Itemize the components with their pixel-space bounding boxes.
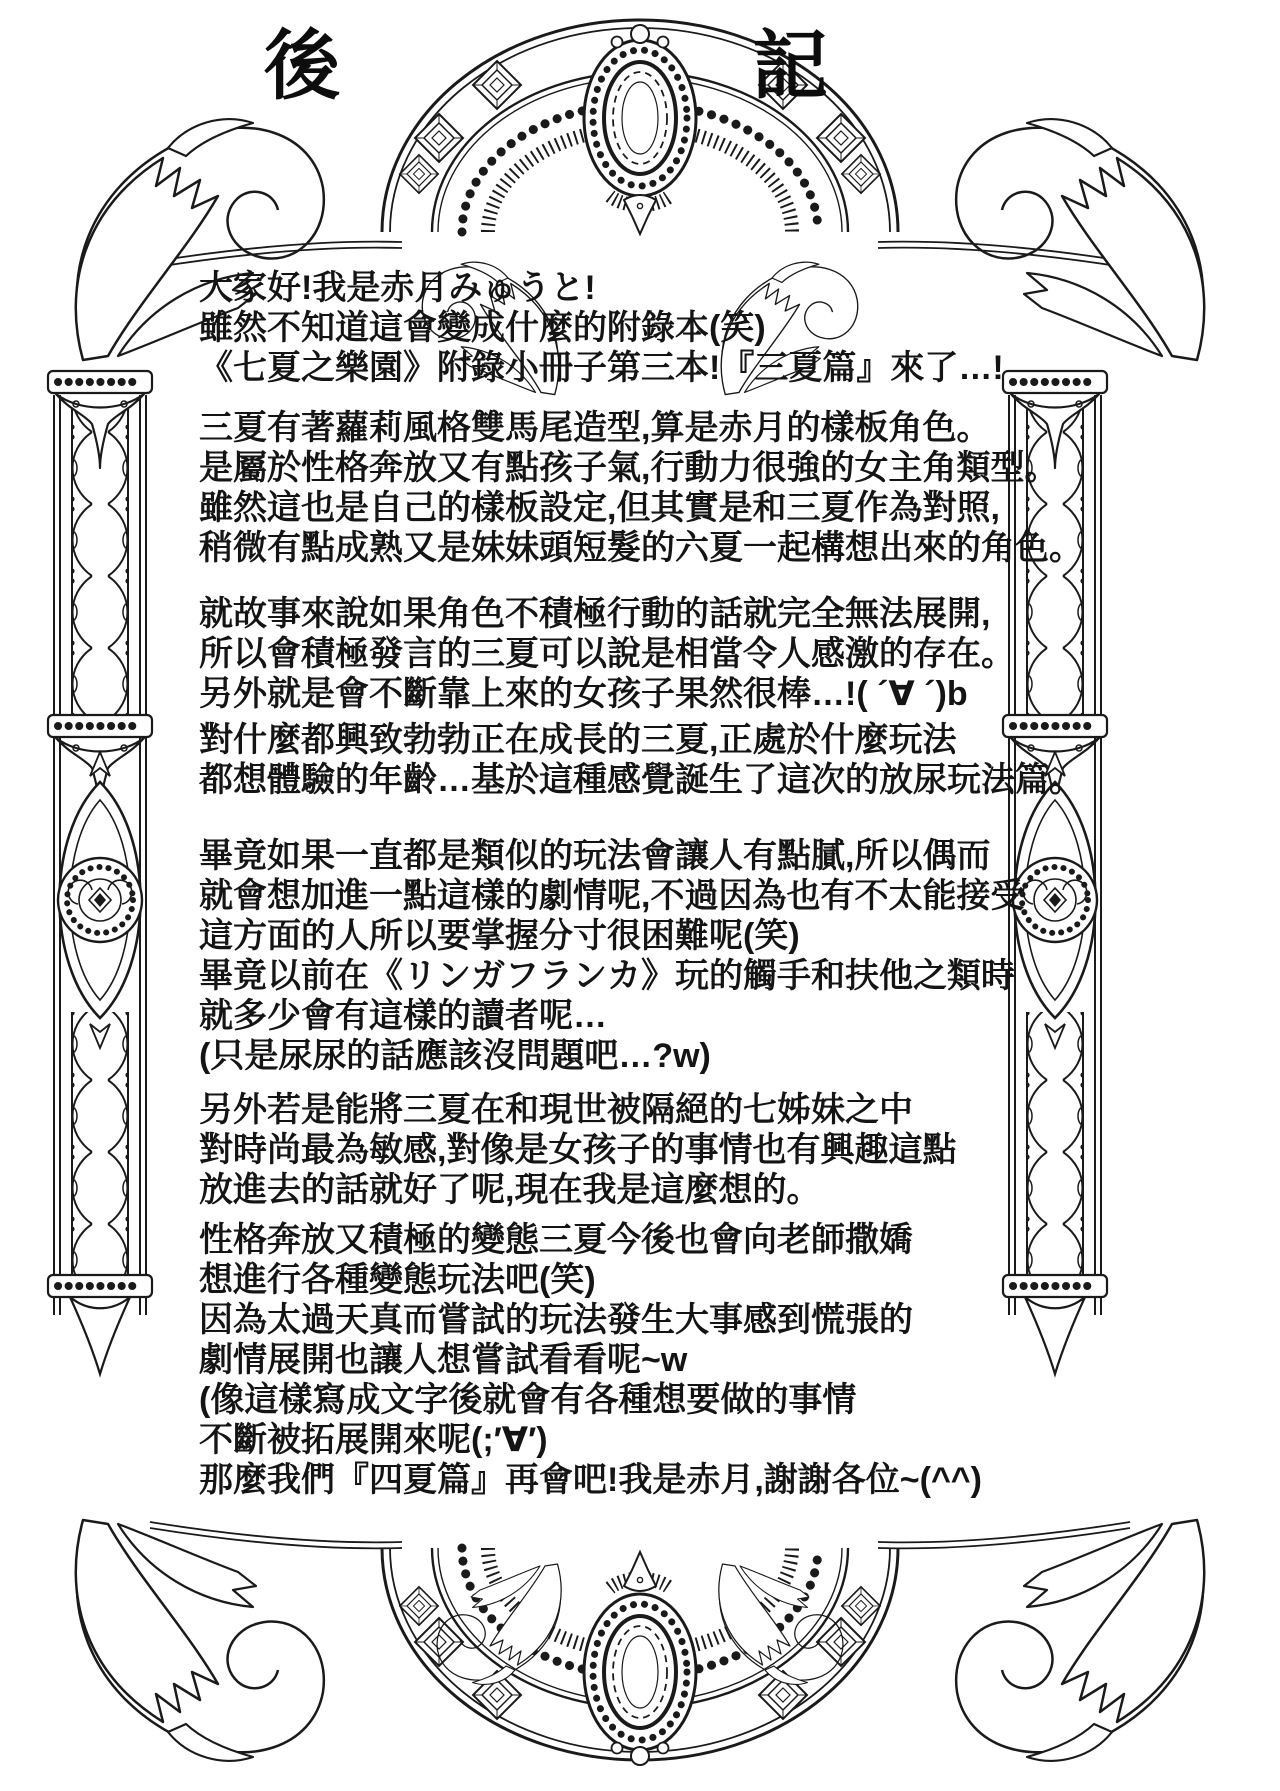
text-line: 因為太過天真而嘗試的玩法發生大事感到慌張的 bbox=[199, 1301, 913, 1339]
paragraph bbox=[199, 594, 1104, 714]
text-line: 放進去的話就好了呢,現在我是這麼想的。 bbox=[199, 1171, 821, 1209]
text-line: 就會想加進一點這樣的劇情呢,不過因為也有不太能接受 bbox=[199, 877, 1025, 915]
paragraph bbox=[199, 836, 1104, 1076]
text-line: 都想體驗的年齡…基於這種感覺誕生了這次的放尿玩法篇。 bbox=[199, 761, 1083, 799]
corner-flourish-bottom-right bbox=[956, 1520, 1204, 1761]
bottom-medallion bbox=[584, 1552, 696, 1765]
text-line: 不斷被拓展開來呢(;′∀′) bbox=[199, 1421, 548, 1459]
afterword-title-left: 後 bbox=[264, 21, 340, 110]
paragraph bbox=[199, 720, 1104, 800]
text-line: 雖然這也是自己的樣板設定,但其實是和三夏作為對照, bbox=[199, 489, 1000, 527]
text-line: 稍微有點成熟又是妹妹頭短髮的六夏一起構想出來的角色。 bbox=[199, 529, 1083, 567]
paragraph bbox=[199, 1220, 1104, 1500]
text-line: 畢竟以前在《リンガフランカ》玩的觸手和扶他之類時 bbox=[199, 957, 1015, 995]
text-line: 另外若是能將三夏在和現世被隔絕的七姊妹之中 bbox=[199, 1091, 913, 1129]
afterword-title-right: 記 bbox=[752, 21, 828, 110]
text-line: 那麼我們『四夏篇』再會吧!我是赤月,謝謝各位~(^^) bbox=[199, 1461, 982, 1499]
afterword-text bbox=[199, 268, 1104, 1500]
text-line: 是屬於性格奔放又有點孩子氣,行動力很強的女主角類型。 bbox=[199, 449, 1059, 487]
text-line: 另外就是會不斷靠上來的女孩子果然很棒…!( ´∀ ´)b bbox=[199, 675, 968, 713]
corner-flourish-bottom-left bbox=[76, 1520, 324, 1761]
text-line: 對什麼都興致勃勃正在成長的三夏,正處於什麼玩法 bbox=[199, 721, 957, 759]
text-line: 大家好!我是赤月みゅうと! bbox=[199, 269, 596, 307]
paragraph bbox=[199, 268, 1104, 388]
text-line: 想進行各種變態玩法吧(笑) bbox=[199, 1261, 596, 1299]
text-line: 畢竟如果一直都是類似的玩法會讓人有點膩,所以偶而 bbox=[199, 837, 991, 875]
paragraph bbox=[199, 408, 1104, 568]
text-line: 對時尚最為敏感,對像是女孩子的事情也有興趣這點 bbox=[199, 1131, 957, 1169]
text-line: 就故事來說如果角色不積極行動的話就完全無法展開, bbox=[199, 595, 991, 633]
text-line: 雖然不知道這會變成什麼的附錄本(笑) bbox=[199, 309, 766, 347]
left-pillar-ornament bbox=[48, 371, 152, 1374]
text-line: 性格奔放又積極的變態三夏今後也會向老師撒嬌 bbox=[199, 1221, 913, 1259]
top-medallion bbox=[584, 25, 696, 234]
text-line: 《七夏之樂園》附錄小冊子第三本!『三夏篇』來了…! bbox=[199, 349, 1004, 387]
text-line: 劇情展開也讓人想嘗試看看呢~w bbox=[199, 1341, 688, 1379]
text-line: 這方面的人所以要掌握分寸很困難呢(笑) bbox=[199, 917, 800, 955]
text-line: 就多少會有這樣的讀者呢… bbox=[199, 997, 607, 1035]
text-line: (只是尿尿的話應該沒問題吧…?w) bbox=[199, 1037, 711, 1075]
text-line: (像這樣寫成文字後就會有各種想要做的事情 bbox=[199, 1381, 857, 1419]
text-line: 所以會積極發言的三夏可以說是相當令人感激的存在。 bbox=[199, 635, 1015, 673]
text-line: 三夏有著蘿莉風格雙馬尾造型,算是赤月的樣板角色。 bbox=[199, 409, 991, 447]
paragraph bbox=[199, 1090, 1104, 1210]
